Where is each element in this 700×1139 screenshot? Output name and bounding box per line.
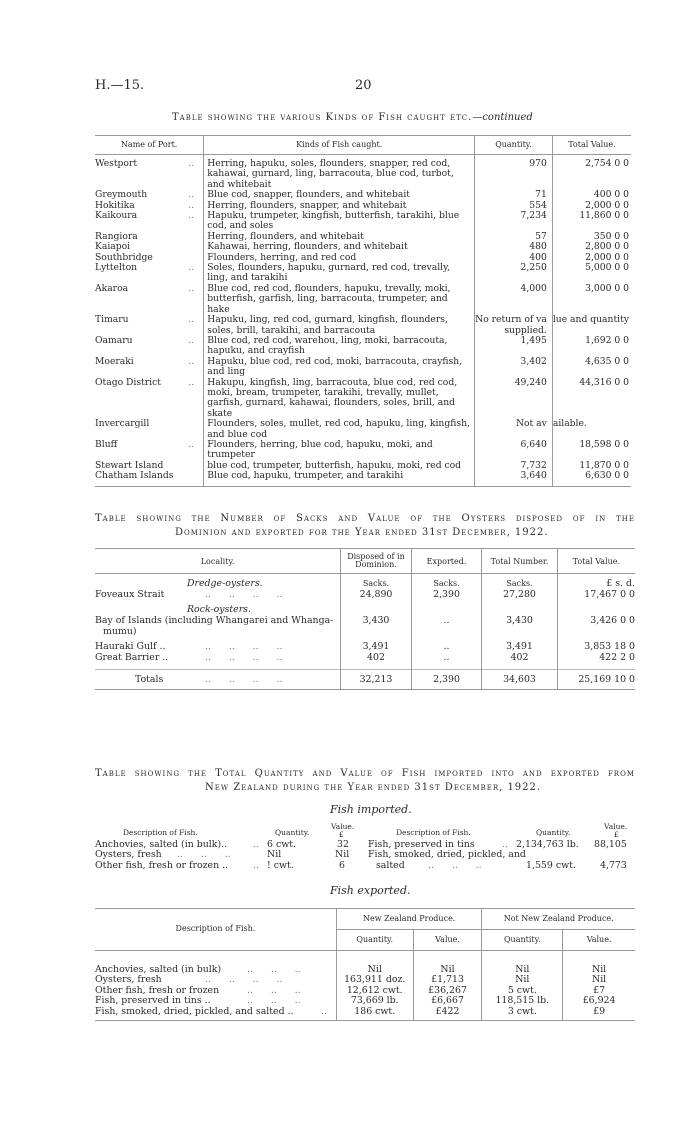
disposed-value: 402: [341, 652, 412, 670]
value: 32: [337, 839, 349, 850]
value: 88,105: [594, 839, 627, 850]
quantity: 49,240: [475, 378, 553, 420]
table-row: Timaru .. Hapuku, ling, red cod, gurnard, kingfish, flounders, soles, brill, tarakihi, and barracouta No return of va supplied. lue and quantity: [95, 315, 631, 336]
table-row: Fish, preserved in tins .. 2,134,763 lb. 88,105: [368, 839, 627, 850]
fish-description: Other fish, fresh or frozen ..: [95, 859, 229, 871]
table-row: salted .. .. .. 1,559 cwt. 4,773: [368, 861, 640, 871]
port-name: Timaru: [95, 314, 129, 326]
table-row: Oysters, fresh .. .. .. Nil Nil: [95, 849, 350, 861]
total-value: 17,467 0 0: [584, 589, 635, 600]
port-name: Otago District: [95, 376, 161, 388]
table-row: [95, 600, 635, 637]
table-row: Moeraki .. Hapuku, blue cod, red cod, moki, barracouta, crayfish, and ling 3,402 4,635 0 0: [95, 355, 629, 378]
port-name: Chatham Islands: [95, 471, 188, 486]
total-value: 6,630 0 0: [552, 471, 631, 486]
value: 4,773: [600, 859, 627, 871]
table-row: Other fish, fresh or frozen .. .. ! cwt. 6: [95, 859, 345, 871]
fish-kinds: Hapuku, ling, red cod, gurnard, kingfish, flounders, soles, brill, tarakihi, and barracouta: [204, 315, 475, 336]
fish-kinds: Kahawai, herring, flounders, and whitebait: [204, 242, 475, 252]
total-number: 402: [482, 652, 557, 670]
report-code: H.—15.: [95, 78, 145, 93]
nz-value: £36,267: [413, 986, 482, 997]
col-header-other-quantity: Quantity.: [482, 930, 563, 951]
col-header-locality: Locality.: [95, 549, 341, 574]
fish-kinds: Herring, flounders, and whitebait: [204, 232, 475, 242]
port-name: Hokitika: [95, 199, 135, 211]
table-row: Hauraki Gulf .. .. .. .. .. 3,491 .. 3,491 3,853 18 0: [95, 637, 635, 652]
totals-label: Totals: [135, 674, 164, 685]
col-header-nz-value: Value.: [413, 930, 482, 951]
unit-label: Sacks.: [433, 579, 460, 588]
table2-title-line1: Table showing the Number of Sacks and Value of the Oysters disposed of in the: [95, 513, 635, 524]
table3-title-line1: Table showing the Total Quantity and Value of Fish imported into and exported from: [95, 768, 635, 779]
col-header-nz-quantity: Quantity.: [336, 930, 413, 951]
table3-header-row1: [95, 909, 635, 930]
port-name: Invercargill: [95, 418, 150, 430]
total-value: ailable.: [552, 419, 631, 440]
fish-caught-table: [95, 135, 631, 487]
total-number: 27,280: [503, 589, 536, 600]
other-value: Nil: [563, 975, 635, 986]
unit-label: Sacks.: [362, 579, 390, 588]
exported-value: 2,390: [433, 589, 460, 600]
fish-description: Oysters, fresh: [95, 974, 162, 986]
nz-quantity: Nil: [336, 965, 413, 976]
table-row: Dredge-oysters. Foveaux Strait .. .. .. .. Sacks. 24,890 Sacks. 2,390 Sacks. 27,280 £ s. d. 17,467 0 0: [95, 574, 635, 601]
imported-col-pound: £: [614, 830, 619, 839]
total-value: 11,870 0 0: [552, 461, 631, 471]
fish-exported-table: [95, 908, 635, 1021]
col-header-value: Total Value.: [552, 136, 631, 155]
total-value: 422 2 0: [557, 652, 635, 670]
unit-label: Sacks.: [506, 579, 533, 588]
value: Nil: [335, 849, 350, 861]
port-name: Bluff: [95, 438, 118, 450]
table1-header-row: [95, 136, 631, 155]
quantity: 7,234: [475, 211, 553, 232]
total-number: 3,491: [482, 637, 557, 652]
exported-total: 2,390: [411, 670, 482, 690]
fish-description: Fish, preserved in tins ..: [95, 995, 211, 1007]
disposed-value: 24,890: [359, 589, 393, 600]
port-name: Rangiora: [95, 230, 138, 242]
total-value: 2,800 0 0: [552, 242, 631, 252]
fish-description: Fish, smoked, dried, pickled, and salted ..: [95, 1005, 294, 1017]
quantity: 3,640: [475, 471, 553, 486]
table1-title: [172, 112, 533, 123]
table-row: Anchovies, salted (in bulk).. .. 6 cwt. 32: [95, 839, 349, 850]
imported-col-qty: Quantity.: [275, 828, 310, 837]
total-number-total: 34,603: [482, 670, 557, 690]
section-heading: Dredge-oysters.: [187, 578, 263, 589]
port-name: Greymouth: [95, 189, 148, 201]
other-value: Nil: [563, 965, 635, 976]
table-row: Greymouth .. Blue cod, snapper, flounders, and whitebait 71 400 0 0: [95, 189, 629, 201]
quantity: 400: [475, 253, 553, 263]
quantity: 970: [475, 159, 553, 190]
quantity: Not av: [475, 419, 553, 440]
table-row: Bluff .. Flounders, herring, blue cod, hapuku, moki, and trumpeter 6,640 18,598 0 0: [95, 438, 629, 461]
quantity: Nil: [267, 849, 282, 861]
total-value: 400 0 0: [552, 190, 631, 200]
table-row: [95, 242, 631, 252]
section-heading: Rock-oysters.: [187, 604, 251, 615]
fish-kinds: Hapuku, blue cod, red cod, moki, barracouta, crayfish, and ling: [204, 357, 475, 378]
fish-kinds: Flounders, soles, mullet, red cod, hapuku, ling, kingfish, and blue cod: [204, 419, 475, 440]
quantity: 2,250: [475, 263, 553, 284]
exported-value: ..: [411, 652, 482, 670]
total-value: 350 0 0: [552, 232, 631, 242]
quantity: 2,134,763 lb.: [516, 839, 579, 850]
fish-kinds: blue cod, trumpeter, butterfish, hapuku, moki, red cod: [204, 461, 475, 471]
other-quantity: 3 cwt.: [482, 1007, 563, 1021]
table-row: Otago District .. Hakupu, kingfish, ling, barracouta, blue cod, red cod, moki, bream, trumpeter, tarakihi, trevally, mullet, garfish, gurnard, kahawai, flounders, soles, brill, and skate 49,240 44,316 0 0: [95, 376, 629, 419]
table-row: [95, 419, 631, 440]
col-header-description: Description of Fish.: [95, 909, 336, 951]
total-value: 11,860 0 0: [552, 211, 631, 232]
nz-quantity: 12,612 cwt.: [336, 986, 413, 997]
col-header-other-value: Value.: [563, 930, 635, 951]
table1-title-suffix: —continued: [472, 112, 533, 123]
value: 6: [339, 859, 345, 871]
table-row: Great Barrier .. .. .. .. .. 402 .. 402 422 2 0: [95, 652, 635, 670]
table-row: Hokitika .. Herring, flounders, snapper, and whitebait 554 2,000 0 0: [95, 199, 629, 211]
port-name: Kaiapoi: [95, 241, 131, 253]
table-row: Other fish, fresh or frozen .. .. .. 12,612 cwt. £36,267 5 cwt. £7: [95, 986, 635, 997]
table-row: Fish, preserved in tins .. .. .. .. 73,669 lb. £6,667 118,515 lb. £6,924: [95, 996, 635, 1007]
fish-description: Anchovies, salted (in bulk)..: [95, 839, 228, 850]
nz-quantity: 186 cwt.: [336, 1007, 413, 1021]
quantity: 57: [475, 232, 553, 242]
disposed-value: 3,491: [341, 637, 412, 652]
fish-description: Fish, preserved in tins: [368, 839, 475, 850]
port-name: Oamaru: [95, 334, 133, 346]
total-value: 44,316 0 0: [552, 378, 631, 420]
table-row: Akaroa .. Blue cod, red cod, flounders, hapuku, trevally, moki, butterfish, garfish, ling, barracouta, trumpeter, and hake 4,000 3,000 0 0: [95, 282, 629, 315]
table-row: Westport .. Herring, hapuku, soles, flounders, snapper, red cod, kahawai, gurnard, ling, barracouta, blue cod, turbot, and whitebait 970 2,754 0 0: [95, 158, 629, 190]
page-number: 20: [355, 78, 372, 93]
total-value: 2,000 0 0: [552, 201, 631, 211]
fish-kinds: Flounders, herring, blue cod, hapuku, moki, and trumpeter: [204, 440, 475, 461]
total-value: 1,692 0 0: [552, 336, 631, 357]
exported-value: ..: [411, 600, 482, 637]
imported-col-pound: £: [339, 830, 344, 839]
fish-kinds: Blue cod, red cod, warehou, ling, moki, barracouta, hapuku, and crayfish: [204, 336, 475, 357]
port-name: Akaroa: [95, 282, 129, 294]
other-quantity: Nil: [482, 965, 563, 976]
locality: Great Barrier ..: [95, 652, 169, 663]
table2-header-row: [95, 549, 635, 574]
total-value: 18,598 0 0: [552, 440, 631, 461]
table1-title-main: Table showing the various Kinds of Fish caught etc.: [172, 112, 473, 123]
col-header-port: Name of Port.: [95, 136, 204, 155]
other-value: £9: [563, 1007, 635, 1021]
other-value: £6,924: [563, 996, 635, 1007]
quantity: 1,495: [475, 336, 553, 357]
imported-right-block: [368, 822, 640, 871]
fish-kinds: Blue cod, snapper, flounders, and whitebait: [204, 190, 475, 200]
nz-value: £422: [413, 1007, 482, 1021]
locality: Foveaux Strait: [95, 589, 165, 600]
table-row: Oysters, fresh .. .. .. .. 163,911 doz. £1,713 Nil Nil: [95, 975, 635, 986]
total-value: 4,635 0 0: [552, 357, 631, 378]
total-value: lue and quantity: [552, 315, 631, 336]
total-value: 2,754 0 0: [552, 159, 631, 190]
quantity-note: No return of va: [475, 314, 547, 326]
quantity: 71: [475, 190, 553, 200]
port-name: Lyttelton: [95, 262, 138, 274]
fish-kinds: Herring, flounders, snapper, and whitebait: [204, 201, 475, 211]
port-name: Westport: [95, 158, 138, 169]
col-header-exported: Exported.: [411, 549, 482, 574]
fish-kinds: Flounders, herring, and red cod: [204, 253, 475, 263]
locality: Bay of Islands (including Whangarei and Whanga-: [95, 615, 334, 626]
port-name: Stewart Island: [95, 459, 164, 471]
quantity: [475, 315, 553, 336]
port-name: Moeraki: [95, 355, 134, 367]
total-value: 2,000 0 0: [552, 253, 631, 263]
col-header-not-nz-produce: Not New Zealand Produce.: [482, 909, 635, 930]
totals-row: Totals .. .. .. .. 32,213 2,390 34,603 25,169 10 0: [95, 670, 635, 690]
quantity: ! cwt.: [267, 859, 294, 871]
table-row: Anchovies, salted (in bulk) .. .. .. Nil Nil Nil Nil: [95, 965, 635, 976]
imported-col-desc: Description of Fish.: [123, 828, 198, 837]
fish-description: salted: [376, 859, 405, 871]
disposed-value: 3,430: [341, 600, 412, 637]
other-quantity: 5 cwt.: [482, 986, 563, 997]
fish-description: Fish, smoked, dried, pickled, and: [368, 849, 526, 861]
total-value-total: 25,169 10 0: [557, 670, 635, 690]
unit-label: £ s. d.: [606, 578, 635, 589]
quantity: 554: [475, 201, 553, 211]
table-row: Fish, smoked, dried, pickled, and salted .. .. 186 cwt. £422 3 cwt. £9: [95, 1007, 635, 1021]
table-row: Lyttelton .. Soles, flounders, hapuku, gurnard, red cod, trevally, ling, and tarakihi 2,250 5,000 0 0: [95, 262, 629, 284]
imported-col-qty: Quantity.: [536, 828, 571, 837]
total-number: 3,430: [482, 600, 557, 637]
locality: Hauraki Gulf ..: [95, 641, 166, 652]
fish-kinds: Hapuku, trumpeter, kingfish, butterfish, tarakihi, blue cod, and soles: [204, 211, 475, 232]
disposed-total: 32,213: [341, 670, 412, 690]
other-value: £7: [563, 986, 635, 997]
nz-quantity: 163,911 doz.: [336, 975, 413, 986]
table-row: Oamaru .. Blue cod, red cod, warehou, ling, moki, barracouta, hapuku, and crayfish 1,495 1,692 0 0: [95, 334, 629, 357]
col-header-quantity: Quantity.: [475, 136, 553, 155]
other-quantity: Nil: [482, 975, 563, 986]
total-value: 3,000 0 0: [552, 284, 631, 315]
col-header-nz-produce: New Zealand Produce.: [336, 909, 482, 930]
quantity: 480: [475, 242, 553, 252]
port-name: Kaikoura: [95, 210, 138, 222]
port-name: Southbridge: [95, 251, 153, 263]
table-row: [95, 471, 631, 486]
nz-value: Nil: [413, 965, 482, 976]
nz-value: £1,713: [413, 975, 482, 986]
exported-heading: Fish exported.: [330, 884, 411, 897]
quantity: 6,640: [475, 440, 553, 461]
exported-value: ..: [411, 637, 482, 652]
total-value: 5,000 0 0: [552, 263, 631, 284]
col-header-total-number: Total Number.: [482, 549, 557, 574]
total-value: 3,853 18 0: [557, 637, 635, 652]
fish-kinds: Blue cod, red cod, flounders, hapuku, trevally, moki, butterfish, garfish, ling, barracouta, trumpeter, and hake: [204, 284, 475, 315]
fish-kinds: Soles, flounders, hapuku, gurnard, red cod, trevally, ling, and tarakihi: [204, 263, 475, 284]
fish-description: Anchovies, salted (in bulk): [95, 963, 222, 975]
fish-kinds: Herring, hapuku, soles, flounders, snapper, red cod, kahawai, gurnard, ling, barracouta, blue cod, turbot, and whitebait: [204, 159, 475, 190]
fish-kinds: Hakupu, kingfish, ling, barracouta, blue cod, red cod, moki, bream, trumpeter, tarakihi, trevally, mullet, garfish, gurnard, kahawai, flounders, soles, brill, and skate: [204, 378, 475, 420]
table2-title-line2: Dominion and exported for the Year ended 31st December, 1922.: [175, 527, 549, 538]
fish-kinds: Blue cod, hapuku, trumpeter, and tarakihi: [204, 471, 475, 486]
quantity: 3,402: [475, 357, 553, 378]
nz-quantity: 73,669 lb.: [336, 996, 413, 1007]
quantity: 4,000: [475, 284, 553, 315]
col-header-disposed: Disposed of in Dominion.: [341, 549, 412, 574]
table3-title-line2: New Zealand during the Year ended 31st December, 1922.: [205, 782, 542, 793]
imported-col-value: Value.: [604, 822, 628, 831]
quantity: 7,732: [475, 461, 553, 471]
col-header-kinds: Kinds of Fish caught.: [204, 136, 475, 155]
imported-col-value: Value.: [331, 822, 355, 831]
quantity: 6 cwt.: [267, 839, 296, 850]
imported-left-block: [95, 822, 365, 871]
quantity: 1,559 cwt.: [526, 859, 576, 871]
oysters-table: [95, 548, 635, 690]
other-quantity: 118,515 lb.: [482, 996, 563, 1007]
fish-description: Other fish, fresh or frozen: [95, 984, 220, 996]
imported-heading: Fish imported.: [330, 803, 412, 816]
locality-cont: mumu): [103, 626, 137, 637]
table-row: Kaikoura .. Hapuku, trumpeter, kingfish, butterfish, tarakihi, blue cod, and soles 7,234 11,860 0 0: [95, 210, 629, 232]
fish-description: Oysters, fresh: [95, 849, 162, 861]
col-header-total-value: Total Value.: [557, 549, 635, 574]
nz-value: £6,667: [413, 996, 482, 1007]
quantity-note-cont: supplied.: [504, 324, 547, 336]
imported-col-desc: Description of Fish.: [396, 828, 471, 837]
total-value: 3,426 0 0: [557, 600, 635, 637]
